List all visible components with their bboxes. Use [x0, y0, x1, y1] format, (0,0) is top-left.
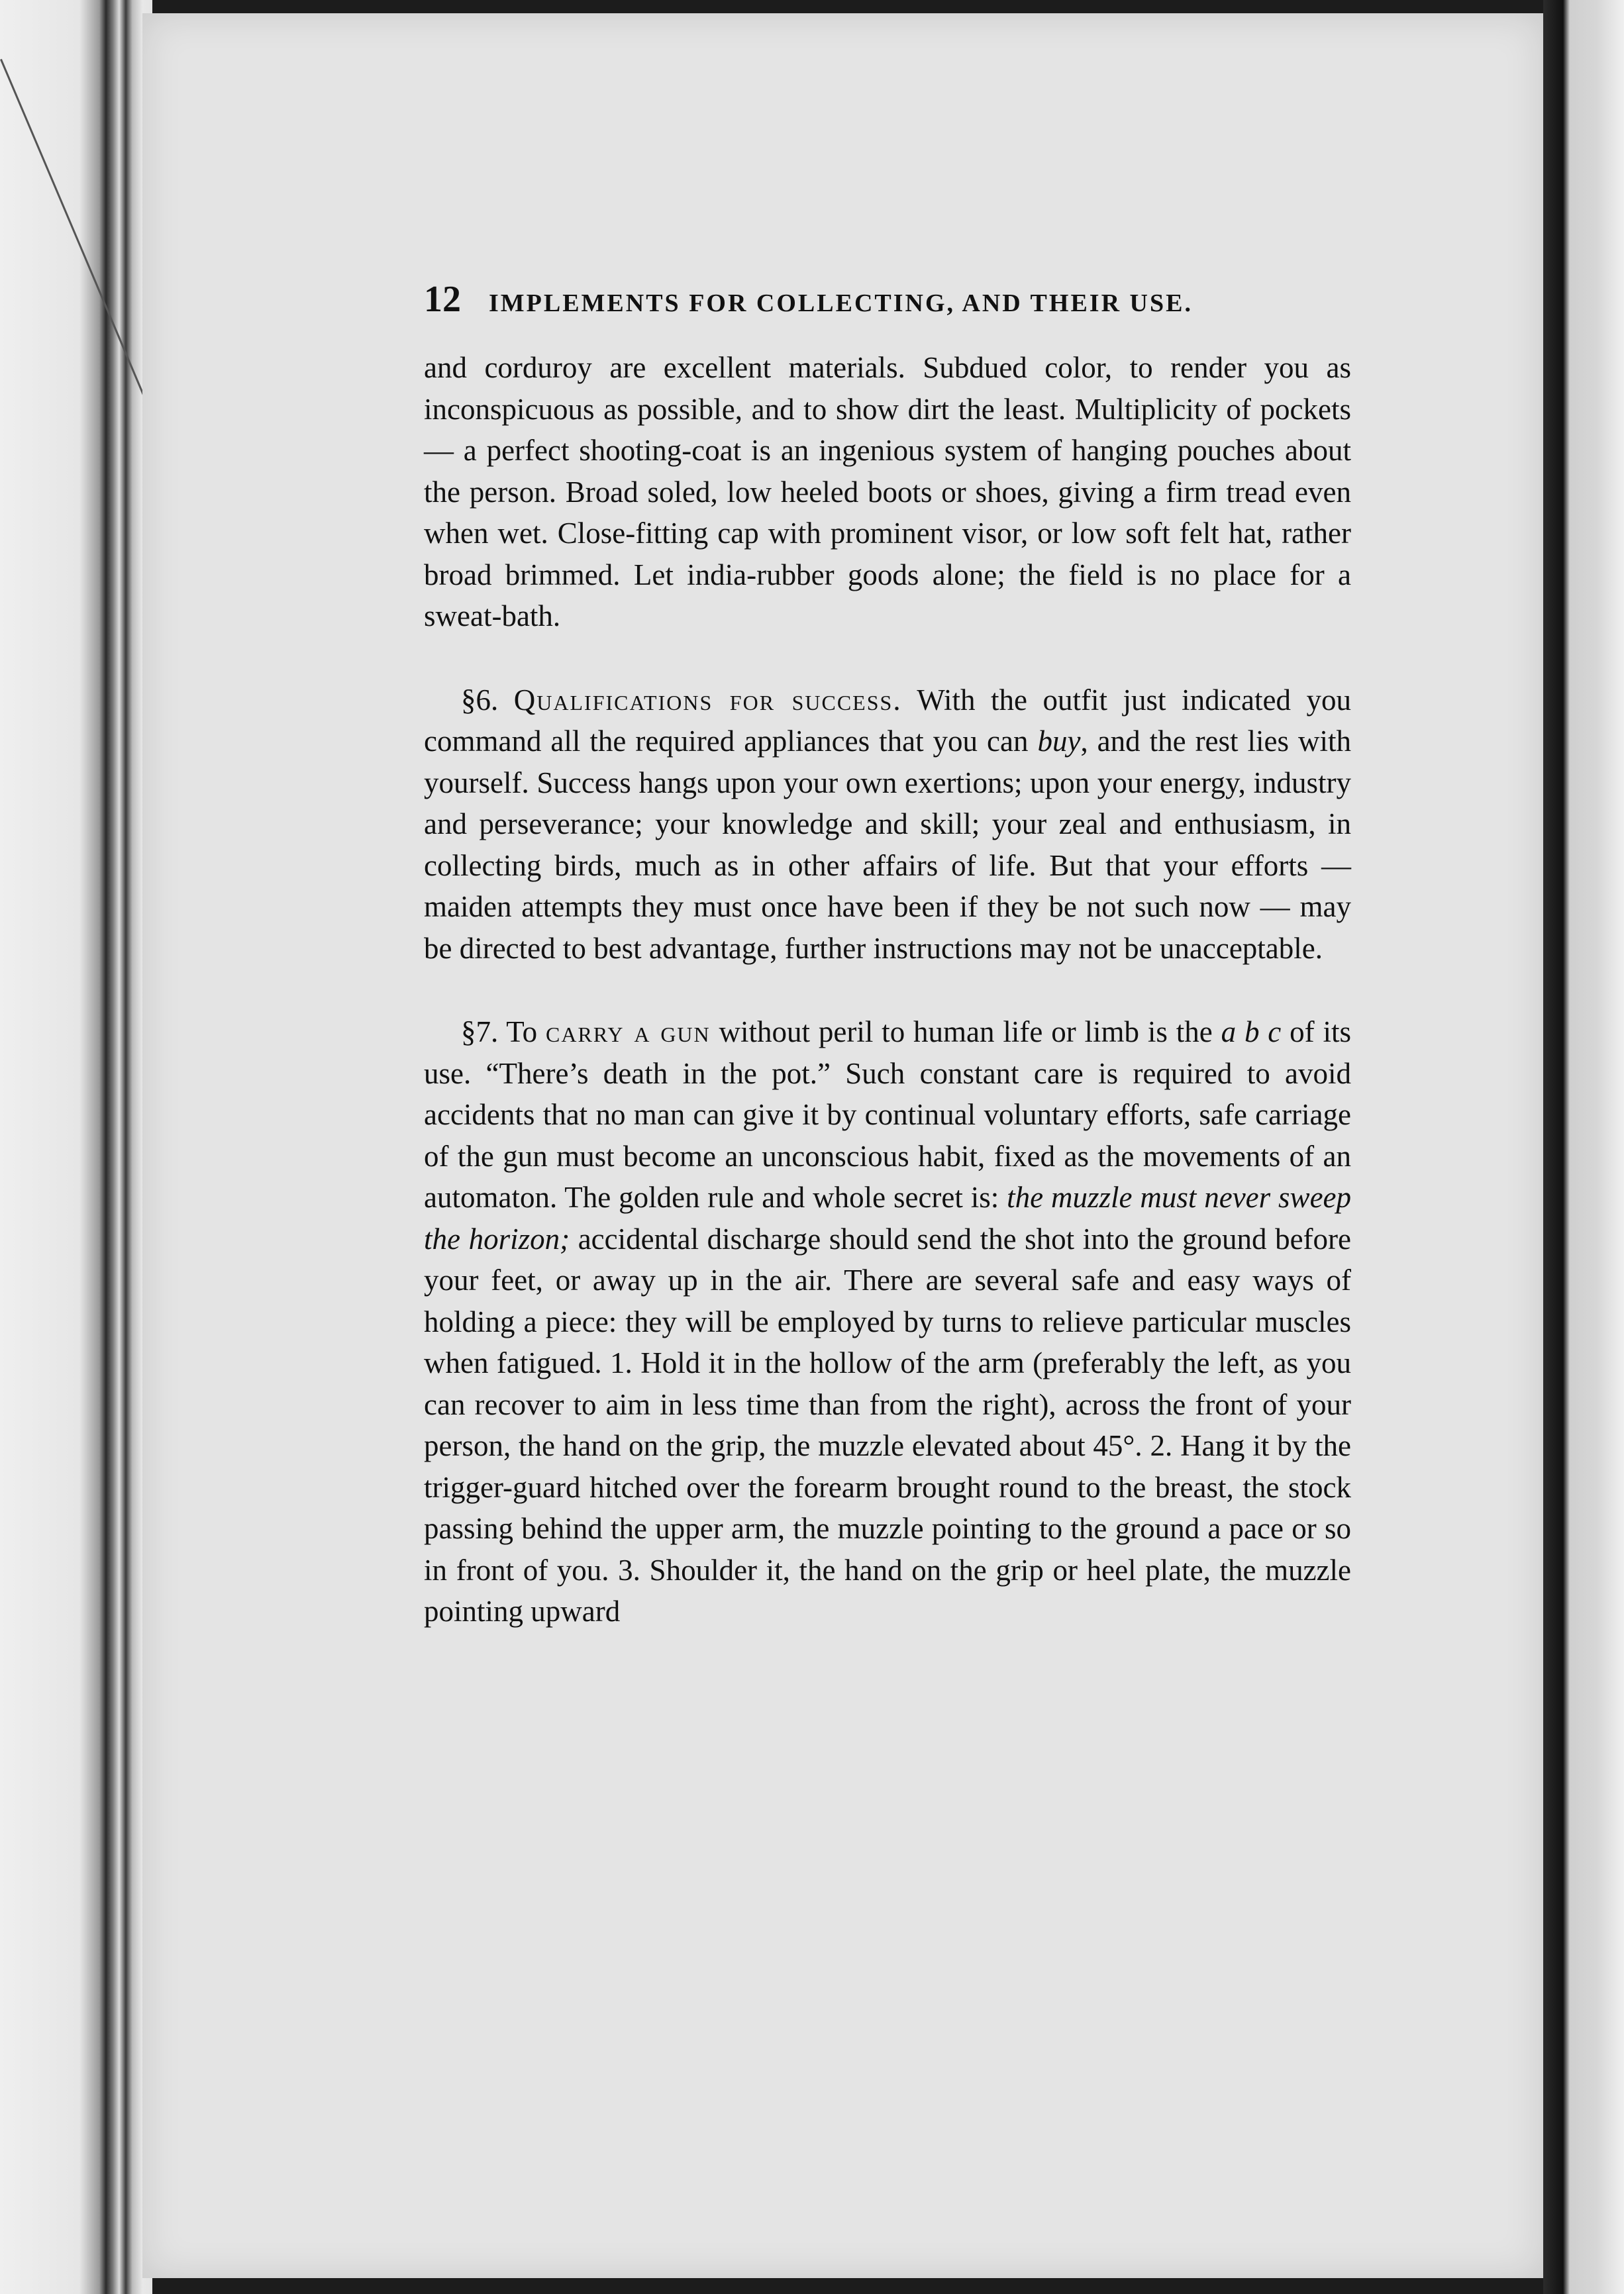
paragraph-section-6 — [424, 679, 1351, 970]
section-heading: carry a gun — [546, 1015, 711, 1048]
paragraph-text: , and the rest lies with yourself. Success hangs upon your own exertions; upon your energy, industry and perseverance; your knowledge and skill; your zeal and enthusiasm, in collecting birds, much as in other affairs of life. But that your efforts — maiden attempts they must once have been if they be not such now — may be directed to best advantage, further instructions may not be unacceptable. — [424, 724, 1351, 965]
section-heading-lead: To — [506, 1015, 538, 1048]
paragraph-text: of its use. “There’s death in the pot.” Such constant care is required to avoid accidents that no man can give it by continual voluntary efforts, safe carriage of the gun must become an unconscious habit, fixed as the movements of an automaton. The golden rule and whole secret is: — [424, 1015, 1351, 1214]
facing-page-edge — [1543, 0, 1624, 2294]
emphasized-text: the muzzle must never sweep the horizon; — [424, 1181, 1352, 1256]
paragraph-continuation: and corduroy are excellent materials. Subdued color, to render you as inconspicuous as possible, and to show dirt the least. Multiplicity of pockets — a perfect shooting-coat is an ingenious system of hanging pouches about the person. Broad soled, low heeled boots or shoes, giving a firm tread even when wet. Close-fitting cap with prominent visor, or low soft felt hat, rather broad brimmed. Let india-rubber goods alone; the field is no place for a sweat-bath. — [424, 351, 1351, 632]
book-binding-edge — [0, 0, 152, 2294]
emphasized-text: buy — [1037, 724, 1081, 758]
paragraph-text: With the outfit just indicated you command all the required appliances that you can — [424, 683, 1352, 758]
section-heading: Qualifications for success. — [513, 683, 902, 717]
section-number: §7. — [461, 1015, 499, 1048]
paragraph-section-7 — [424, 1011, 1351, 1632]
paragraph-text: without peril to human life or limb is the — [710, 1015, 1221, 1048]
emphasized-text: a b c — [1221, 1015, 1282, 1048]
running-head-title: IMPLEMENTS FOR COLLECTING, AND THEIR USE. — [489, 289, 1193, 317]
running-head — [424, 278, 1351, 321]
section-number: §6. — [461, 683, 499, 717]
page-content — [424, 278, 1351, 1675]
page-number: 12 — [424, 279, 461, 320]
paragraph-text: accidental discharge should send the shot into the ground before your feet, or away up in the air. There are several safe and easy ways of holding a piece: they will be employed by turns to relieve particular muscles when fatigued. 1. Hold it in the hollow of the arm (preferably the left, as you can recover to aim in less time than from the right), across the front of your person, the hand on the grip, the muzzle elevated about 45°. 2. Hang it by the trigger-guard hitched over the forearm brought round to the breast, the stock passing behind the upper arm, the muzzle pointing to the ground a pace or so in front of you. 3. Shoulder it, the hand on the grip or heel plate, the muzzle pointing upward — [424, 1222, 1351, 1628]
